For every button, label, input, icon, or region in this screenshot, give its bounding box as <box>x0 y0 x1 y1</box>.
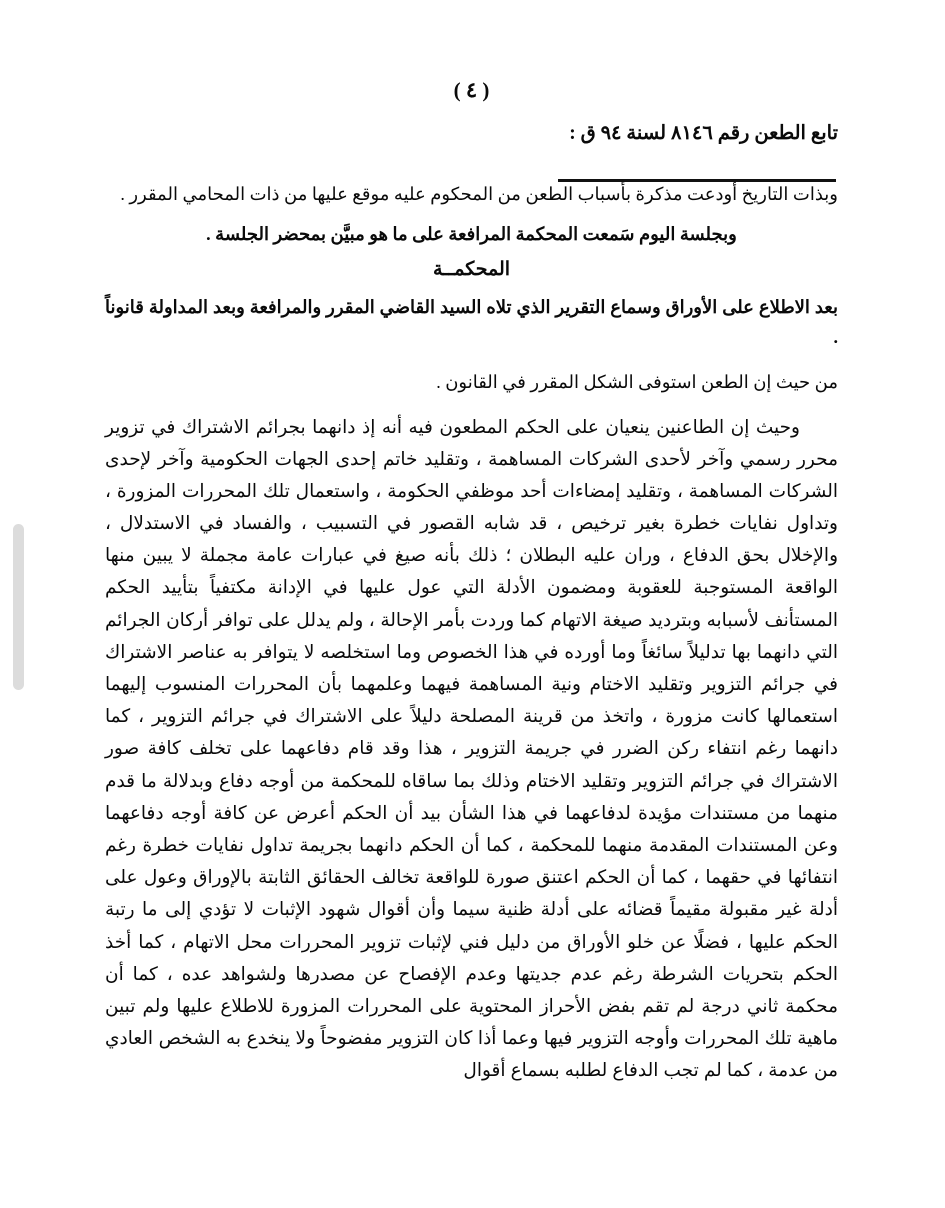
court-heading: المحكمــة <box>432 259 511 281</box>
case-reference <box>105 121 838 146</box>
scrollbar-thumb[interactable] <box>13 524 24 690</box>
document-content <box>105 0 838 1087</box>
formal-admissibility-line: من حيث إن الطعن استوفى الشكل المقرر في القانون . <box>436 371 838 392</box>
deliberation-statement: بعد الاطلاع على الأوراق وسماع التقرير الذي تلاه السيد القاضي المقرر والمرافعة وبعد المداولة قانوناً . <box>105 297 838 347</box>
deposit-note-line: وبذات التاريخ أودعت مذكرة بأسباب الطعن من المحكوم عليه موقع عليها من ذات المحامي المقرر . <box>120 183 838 204</box>
case-reference-text: تابع الطعن رقم ٨١٤٦ لسنة ٩٤ ق : <box>569 123 838 145</box>
page-number: ( ٤ ) <box>453 78 490 102</box>
header-divider <box>558 179 836 182</box>
vertical-scrollbar[interactable] <box>6 0 18 1208</box>
grounds-of-appeal-paragraph: وحيث إن الطاعنين ينعيان على الحكم المطعون فيه أنه إذ دانهما بجرائم الاشتراك في تزوير محرر رسمي وآخر لأحدى الشركات المساهمة ، وتقليد خاتم إحدى الجهات الحكومية وآخر لإحدى الشركات المساهمة ، وتقليد إمضاءات أحد موظفي الحكومة ، واستعمال تلك المحررات المزورة ، وتداول نفايات خطرة بغير ترخيص ، قد شابه القصور في التسبيب ، والفساد في الاستدلال ، والإخلال بحق الدفاع ، وران عليه البطلان ؛ ذلك بأنه صيغ في عبارات عامة مجملة لا يبين منها الواقعة المستوجبة للعقوبة ومضمون الأدلة التي عول عليها في الإدانة مكتفياً بتأييد الحكم المستأنف لأسبابه وبترديد صيغة الاتهام كما وردت بأمر الإحالة ، ولم يدلل على توافر أركان الجرائم التي دانهما بها تدليلاً سائغاً وما أورده في هذا الخصوص وما استخلصه لا يتوافر به عناصر الاشتراك في جرائم التزوير وتقليد الاختام ونية المساهمة فيهما وعلمهما بأن المحررات المنسوب إليهما استعمالها كانت مزورة ، واتخذ من قرينة المصلحة دليلاً على الاشتراك في جرائم التزوير ، كما دانهما رغم انتفاء ركن الضرر في جريمة التزوير ، هذا وقد قام دفاعهما على تخلف كافة صور الاشتراك في جرائم التزوير وتقليد الاختام وذلك بما ساقاه للمحكمة من أوجه دفاع وبدلالة ما قدم منهما من مستندات مؤيدة لدفاعهما في هذا الشأن بيد أن الحكم أعرض عن كافة أوجه دفاعهما وعن المستندات المقدمة منهما للمحكمة ، كما أن الحكم دانهما بجريمة تداول نفايات خطرة رغم انتفائها في حقهما ، كما أن الحكم اعتنق صورة للواقعة تخالف الحقائق الثابتة بالإوراق وعول على أدلة غير مقبولة مقيماً قضائه على أدلة ظنية سيما وأن أقوال شهود الإثبات لا تؤدي إلى ما رتبة الحكم عليها ، فضلًا عن خلو الأوراق من دليل فني لإثبات تزوير المحررات محل الاتهام ، كما أخذ الحكم بتحريات الشرطة رغم عدم جديتها وعدم الإفصاح عن مصدرها ولشواهد عده ، كما أن محكمة ثاني درجة لم تقم بفض الأحراز المحتوية على المحررات المزورة للاطلاع عليها ولم تبين ماهية تلك المحررات وأوجه التزوير فيها وعما أذا كان التزوير مفضوحاً ولا ينخدع به الشخص العادي من عدمة ، كما لم تجب الدفاع لطلبه بسماع أقوال <box>105 417 838 1082</box>
session-hearing-line: وبجلسة اليوم سَمعت المحكمة المرافعة على ما هو مبيَّن بمحضر الجلسة . <box>206 223 737 244</box>
